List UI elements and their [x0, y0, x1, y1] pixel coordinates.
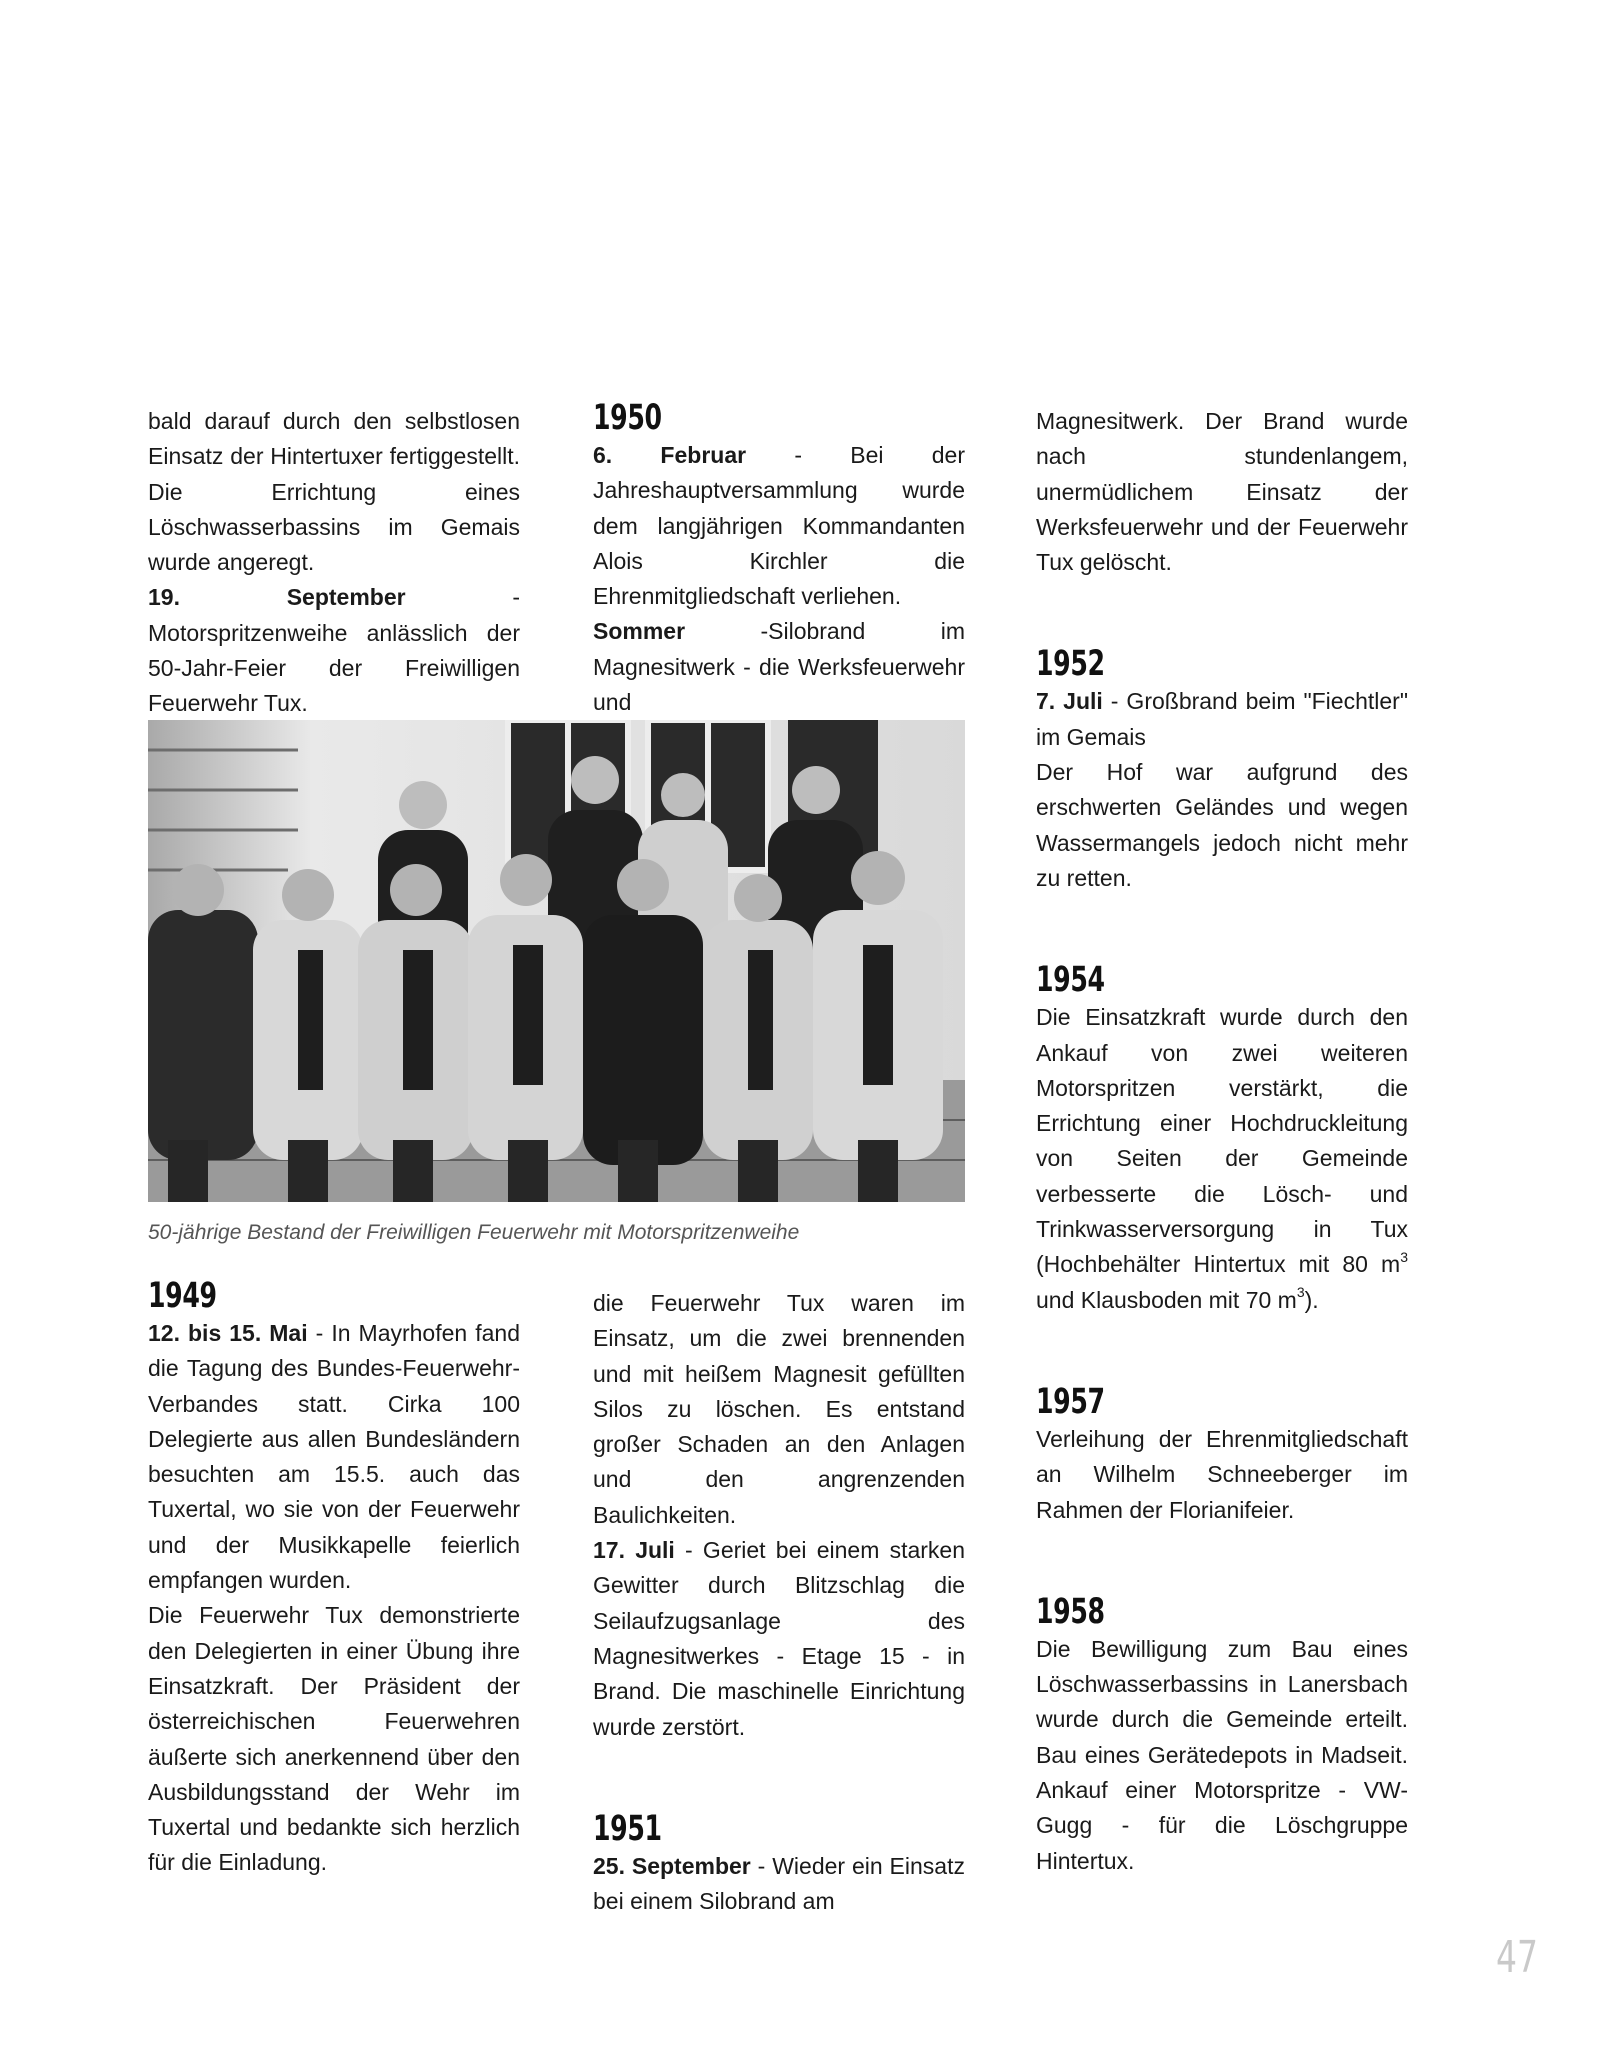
year-heading-1954: 1954 — [1036, 960, 1105, 1001]
superscript: 3 — [1400, 1248, 1408, 1265]
date-label: 19. September — [148, 584, 406, 611]
paragraph-text: Magnesitwerk. Der Brand wurde nach stundenlangem, unermüdlichem Einsatz der Werksfeuerwehr und der Feuerwehr Tux gelöscht. — [1036, 408, 1408, 576]
paragraph-text: - Großbrand beim "Fiechtler" im Gemais — [1036, 688, 1408, 750]
paragraph — [1036, 404, 1408, 580]
year-heading-1949: 1949 — [148, 1276, 217, 1316]
paragraph-text: die Feuerwehr Tux waren im Einsatz, um die zwei brennenden und mit heißem Magnesit gefüllten Silos zu löschen. Es entstand großer Schaden an den Anlagen und den angrenzenden Baulichkeiten. — [593, 1290, 965, 1528]
paragraph-text: Der Hof war aufgrund des erschwerten Geländes und wegen Wassermangels jedoch nicht mehr zu retten. — [1036, 759, 1408, 891]
year-heading-1957: 1957 — [1036, 1381, 1105, 1422]
paragraph-text: Die Einsatzkraft wurde durch den Ankauf von zwei weiteren Motorspritzen verstärkt, die Errichtung einer Hochdruckleitung von Seiten der Gemeinde verbesserte die Lösch- und Trinkwasserversorgung in Tux (Hochbehälter Hintertux mit 80 m — [1036, 1004, 1408, 1278]
paragraph-text: bald darauf durch den selbstlosen Einsatz der Hintertuxer fertiggestellt. Die Errichtung eines Löschwasserbassins im Gemais wurde angeregt. — [148, 408, 520, 576]
paragraph-1954 — [1036, 1000, 1408, 1318]
paragraph-text: Die Bewilligung zum Bau eines Löschwasserbassins in Lanersbach wurde durch die Gemeinde erteilt. Bau eines Gerätedepots in Madseit. Ankauf einer Motorspritze - VW-Gugg - für die Löschgruppe Hintertux. — [1036, 1635, 1408, 1874]
date-label: 25. September — [593, 1852, 751, 1879]
year-heading-1951: 1951 — [593, 1808, 662, 1849]
photo-image — [148, 720, 965, 1202]
paragraph-mai — [148, 1316, 520, 1598]
paragraph-text: - Motorspritzenweihe anlässlich der 50-Jahr-Feier der Freiwilligen Feuerwehr Tux. — [148, 584, 520, 717]
column-1-top — [148, 404, 520, 722]
date-label: 12. bis 15. Mai — [148, 1320, 308, 1346]
paragraph-sommer — [593, 614, 965, 720]
date-label: 17. Juli — [593, 1537, 675, 1564]
paragraph-text: ). — [1304, 1286, 1319, 1313]
paragraph-text: und Klausboden mit 70 m — [1036, 1286, 1297, 1313]
paragraph-text: - Bei der Jahreshauptversammlung wurde dem langjährigen Kommandanten Alois Kirchler die Ehrenmitgliedschaft verliehen. — [593, 442, 965, 610]
paragraph — [1036, 755, 1408, 896]
paragraph-text: Verleihung der Ehrenmitgliedschaft an Wilhelm Schneeberger im Rahmen der Florianifeier. — [1036, 1425, 1408, 1523]
year-heading-1952: 1952 — [1036, 644, 1105, 685]
paragraph-text: -Silobrand im Magnesitwerk - die Werksfeuerwehr und — [593, 618, 965, 716]
superscript: 3 — [1296, 1283, 1305, 1300]
paragraph-text: Die Feuerwehr Tux demonstrierte den Delegierten in einer Übung ihre Einsatzkraft. Der Präsident der österreichischen Feuerwehren äußerte sich anerkennend über den Ausbildungsstand der Wehr im Tuxertal und bedankte sich herzlich für die Einladung. — [148, 1602, 520, 1876]
paragraph — [593, 1286, 965, 1533]
paragraph-text: - Wieder ein Einsatz bei einem Silobrand am — [593, 1852, 965, 1915]
paragraph-7-juli — [1036, 684, 1408, 755]
paragraph — [148, 1598, 520, 1880]
paragraph-6-februar — [593, 438, 965, 614]
date-label: 6. Februar — [593, 442, 747, 468]
column-2-bottom — [593, 1286, 965, 1919]
paragraph-19-september — [148, 580, 520, 721]
column-3 — [1036, 404, 1408, 1879]
date-label: Sommer — [593, 618, 686, 645]
paragraph-text: - Geriet bei einem starken Gewitter durch Blitzschlag die Seilaufzugsanlage des Magnesitwerkes - Etage 15 - in Brand. Die maschinelle Einrichtung wurde zerstört. — [593, 1537, 965, 1740]
paragraph-text: - In Mayrhofen fand die Tagung des Bundes-Feuerwehr-Verbandes statt. Cirka 100 Delegierte aus allen Bundesländern besuchten am 15.5. auch das Tuxertal, wo sie von der Feuerwehr und der Musikkapelle feierlich empfangen wurden. — [148, 1320, 520, 1594]
paragraph-25-september — [593, 1849, 965, 1920]
paragraph-1957 — [1036, 1422, 1408, 1528]
page-number: 47 — [1496, 1932, 1538, 1983]
date-label: 7. Juli — [1036, 688, 1103, 715]
paragraph-17-juli — [593, 1533, 965, 1745]
column-1-bottom — [148, 1276, 520, 1881]
year-heading-1958: 1958 — [1036, 1591, 1105, 1632]
column-2-top — [593, 398, 965, 720]
historic-group-photo — [148, 720, 965, 1202]
paragraph — [148, 404, 520, 580]
year-heading-1950: 1950 — [593, 398, 662, 438]
paragraph-1958 — [1036, 1632, 1408, 1879]
photo-caption: 50-jährige Bestand der Freiwilligen Feuerwehr mit Motorspritzenweihe — [148, 1221, 800, 1244]
